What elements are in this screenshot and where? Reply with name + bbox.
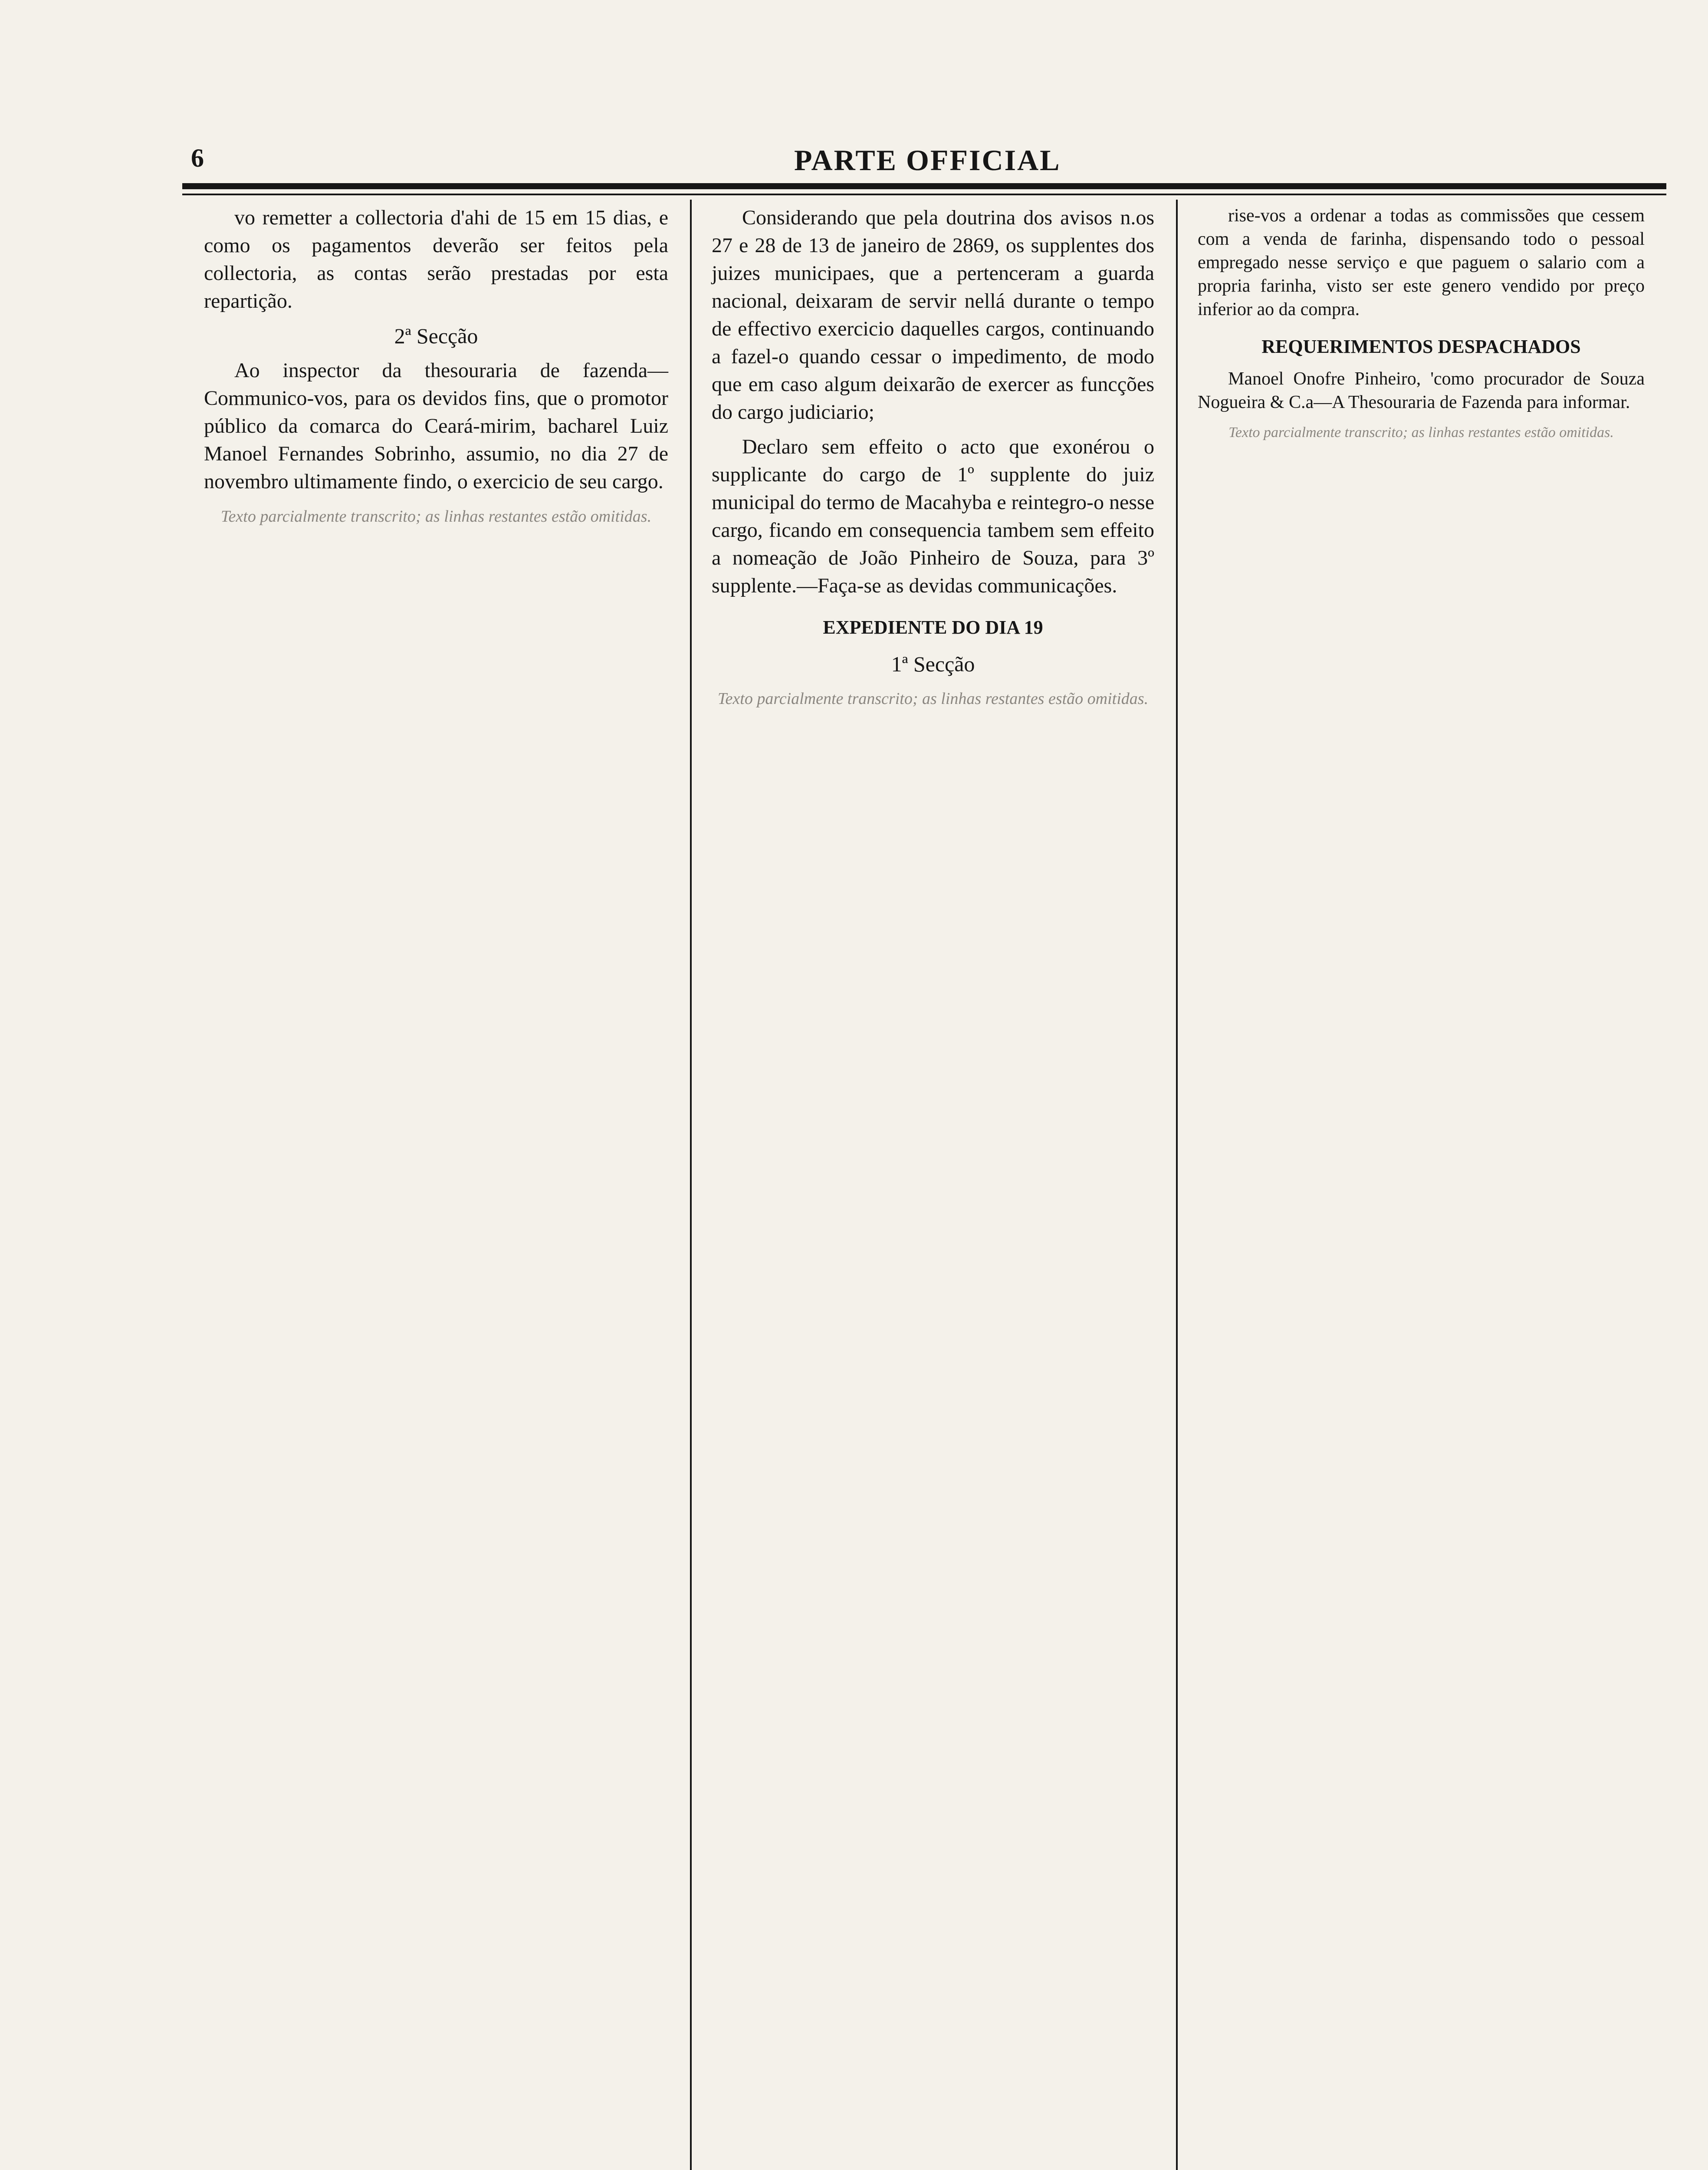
- paragraph: Manoel Onofre Pinheiro, 'como procurador de Souza Nogueira & C.a—A Thesouraria de Fazenda para informar.: [1198, 369, 1645, 412]
- paragraph: Ao inspector da thesouraria de fazenda—Communico-vos, para os devidos fins, que o promotor público da comarca do Ceará-mirim, bacharel Luiz Manoel Fernandes Sobrinho, assumio, no dia 27 de novembro ultimamente findo, o exercicio de seu cargo.: [204, 359, 668, 493]
- omission-notice: Texto parcialmente transcrito; as linhas restantes estão omitidas.: [717, 690, 1149, 708]
- page-number: 6: [191, 144, 204, 172]
- column-rule-left: [690, 200, 692, 2170]
- column-rule-right: [1176, 200, 1178, 2170]
- section-title: PARTE OFFICIAL: [794, 144, 1061, 177]
- header-rule-thick: [182, 183, 1666, 189]
- paragraph: rise-vos a ordenar a todas as commissões que cessem com a venda de farinha, dispensando todo o pessoal empregado nesse serviço e que paguem o salario com a propria farinha, visto ser este genero vendido por preço inferior ao da compra.: [1198, 206, 1645, 319]
- section-heading: REQUERIMENTOS DESPACHADOS: [1261, 336, 1581, 357]
- column-right: [1185, 204, 1658, 2170]
- column-left: [191, 204, 681, 2170]
- column-middle: [699, 204, 1167, 2170]
- section-heading: EXPEDIENTE DO DIA 19: [823, 617, 1043, 638]
- paragraph: Considerando que pela doutrina dos avisos n.os 27 e 28 de 13 de janeiro de 2869, os supplentes dos juizes municipaes, que a pertenceram a guarda nacional, deixaram de servir nellá durante o tempo de effectivo exercicio daquelles cargos, continuando a fazel-o quando cessar o impedimento, de modo que em caso algum deixarão de exercer as funcções do cargo judiciario;: [712, 206, 1154, 424]
- paragraph: Declaro sem effeito o acto que exonérou o supplicante do cargo de 1º supplente do juiz municipal do termo de Macahyba e reintegro-o nesse cargo, ficando em consequencia tambem sem effeito a nomeação de João Pinheiro de Souza, para 3º supplente.—Faça-se as devidas communicações.: [712, 435, 1154, 597]
- omission-notice: Texto parcialmente transcrito; as linhas restantes estão omitidas.: [1228, 424, 1614, 441]
- section-heading: 2ª Secção: [394, 324, 478, 348]
- paragraph: vo remetter a collectoria d'ahi de 15 em 15 dias, e como os pagamentos deverão ser feitos pela collectoria, as contas serão prestadas por esta repartição.: [204, 206, 668, 312]
- omission-notice: Texto parcialmente transcrito; as linhas restantes estão omitidas.: [220, 507, 652, 526]
- header-rule-thin: [182, 194, 1666, 195]
- section-heading: 1ª Secção: [891, 652, 975, 676]
